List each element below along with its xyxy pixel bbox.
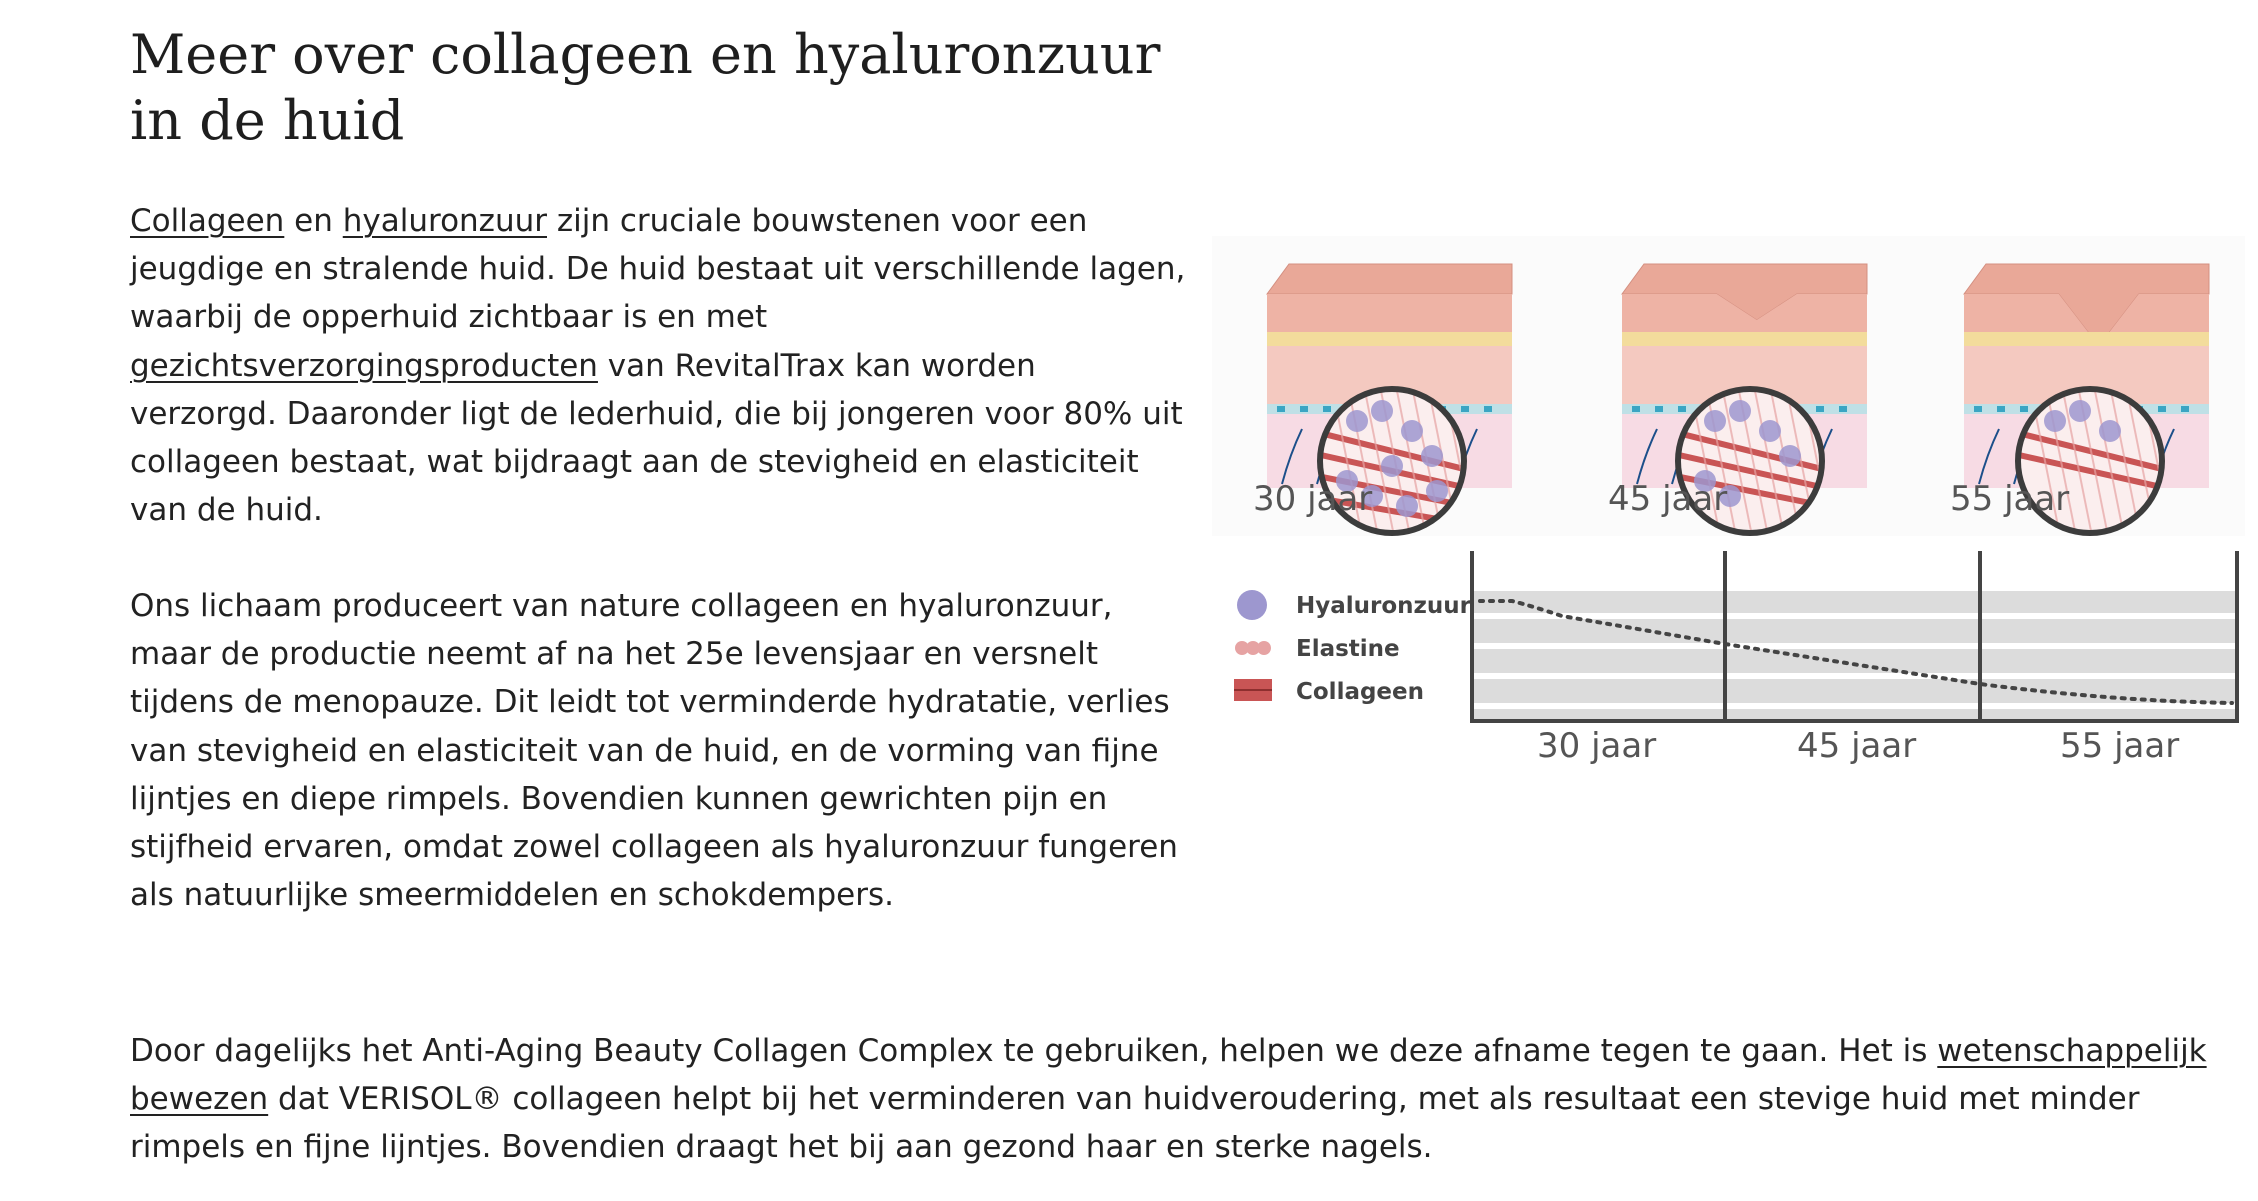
cell-mark bbox=[1277, 406, 1285, 412]
elastine-swatch bbox=[1257, 641, 1271, 655]
cell-mark bbox=[1655, 406, 1663, 412]
cell-mark bbox=[2181, 406, 2189, 412]
hyaluron-bubble bbox=[1371, 400, 1393, 422]
legend-item bbox=[1234, 679, 1424, 705]
gezichtsverzorgingsproducten-link[interactable]: gezichtsverzorgingsproducten bbox=[130, 347, 598, 384]
hyaluron-bubble bbox=[2099, 420, 2121, 442]
intro-paragraph bbox=[130, 197, 1190, 534]
cell-mark bbox=[1816, 406, 1824, 412]
section-heading: Meer over collageen en hyaluronzuur in de huid bbox=[130, 23, 1161, 152]
hyaluron-bubble bbox=[2044, 410, 2066, 432]
hyaluron-bubble bbox=[1346, 410, 1368, 432]
cell-mark bbox=[1997, 406, 2005, 412]
production-paragraph: Ons lichaam produceert van nature collageen en hyaluronzuur, maar de productie neemt af na het 25e levensjaar en versnelt tijdens de menopauze. Dit leidt tot verminderde hydratatie, verlies van stevigheid en elasticiteit van de huid, en de vorming van fijne lijntjes en diepe rimpels. Bovendien kunnen gewrichten pijn en stijfheid ervaren, omdat zowel collageen als hyaluronzuur fungeren als natuurlijke smeermiddelen en schokdempers. bbox=[130, 588, 1178, 914]
hyaluron-bubble bbox=[1759, 420, 1781, 442]
hyaluron-bubble bbox=[1704, 410, 1726, 432]
legend-item bbox=[1235, 636, 1400, 662]
skin-age-label: 55 jaar bbox=[1950, 479, 2070, 519]
collageen-link[interactable]: Collageen bbox=[130, 203, 285, 239]
cell-mark bbox=[1632, 406, 1640, 412]
skin-aging-diagram bbox=[1212, 236, 2245, 776]
hyaluron-bubble bbox=[1401, 420, 1423, 442]
fat-layer bbox=[1622, 332, 1867, 346]
cell-mark bbox=[1839, 406, 1847, 412]
fat-layer bbox=[1267, 332, 1512, 346]
epidermis-layer bbox=[1267, 294, 1512, 332]
skin-age-label: 30 jaar bbox=[1253, 479, 1373, 519]
hyaluron-bubble bbox=[1729, 400, 1751, 422]
cell-mark bbox=[1974, 406, 1982, 412]
hyaluronzuur-link[interactable]: hyaluronzuur bbox=[342, 203, 547, 239]
hyaluron-bubble bbox=[2069, 400, 2091, 422]
axis-label: 55 jaar bbox=[2060, 726, 2180, 766]
fat-layer bbox=[1964, 332, 2209, 346]
legend-label: Collageen bbox=[1296, 679, 1425, 705]
paragraph-text: Door dagelijks het Anti-Aging Beauty Collagen Complex te gebruiken, helpen we deze afname tegen te gaan. Het is bbox=[130, 1033, 1938, 1069]
legend-label: Elastine bbox=[1296, 636, 1400, 662]
legend-item bbox=[1237, 590, 1472, 620]
skin-age-label: 45 jaar bbox=[1608, 479, 1728, 519]
hyaluron-bubble bbox=[1779, 445, 1801, 467]
cell-mark bbox=[1678, 406, 1686, 412]
cell-mark bbox=[1461, 406, 1469, 412]
hyaluron-bubble bbox=[1381, 455, 1403, 477]
wetenschappelijk-bewezen-link[interactable]: wetenschappelijk bewezen bbox=[130, 1033, 2207, 1118]
hyaluron-bubble bbox=[1421, 445, 1443, 467]
paragraph-text: dat VERISOL® collageen helpt bij het verminderen van huidveroudering, met als resultaat een stevige huid met minder rimpels en fijne lijntjes. Bovendien draagt het bij aan gezond haar en sterke nagels. bbox=[130, 1081, 2140, 1166]
hyaluron-swatch bbox=[1237, 590, 1267, 620]
cell-mark bbox=[2020, 406, 2028, 412]
axis-label: 45 jaar bbox=[1797, 726, 1917, 766]
chart-background bbox=[1472, 591, 2237, 721]
hyaluron-bubble bbox=[1396, 495, 1418, 517]
cell-mark bbox=[1300, 406, 1308, 412]
paragraph-text: van RevitalTrax kan worden verzorgd. Daaronder ligt de lederhuid, die bij jongeren voor 80% uit collageen bestaat, wat bijdraagt aan de stevigheid en elasticiteit van de huid. bbox=[130, 347, 1183, 529]
paragraph-text: zijn cruciale bouwstenen voor een jeugdige en stralende huid. De huid bestaat uit verschillende lagen, waarbij de opperhuid zichtbaar is en met bbox=[130, 203, 1186, 336]
legend-label: Hyaluronzuur bbox=[1296, 593, 1472, 619]
product-paragraph bbox=[130, 1027, 2220, 1172]
paragraph-text: en bbox=[284, 203, 343, 239]
skin-surface bbox=[1267, 264, 1512, 294]
axis-label: 30 jaar bbox=[1537, 726, 1657, 766]
skin-aging-illustration bbox=[1212, 236, 2245, 776]
cell-mark bbox=[1323, 406, 1331, 412]
hyaluron-bubble bbox=[1426, 480, 1448, 502]
cell-mark bbox=[1484, 406, 1492, 412]
cell-mark bbox=[2158, 406, 2166, 412]
